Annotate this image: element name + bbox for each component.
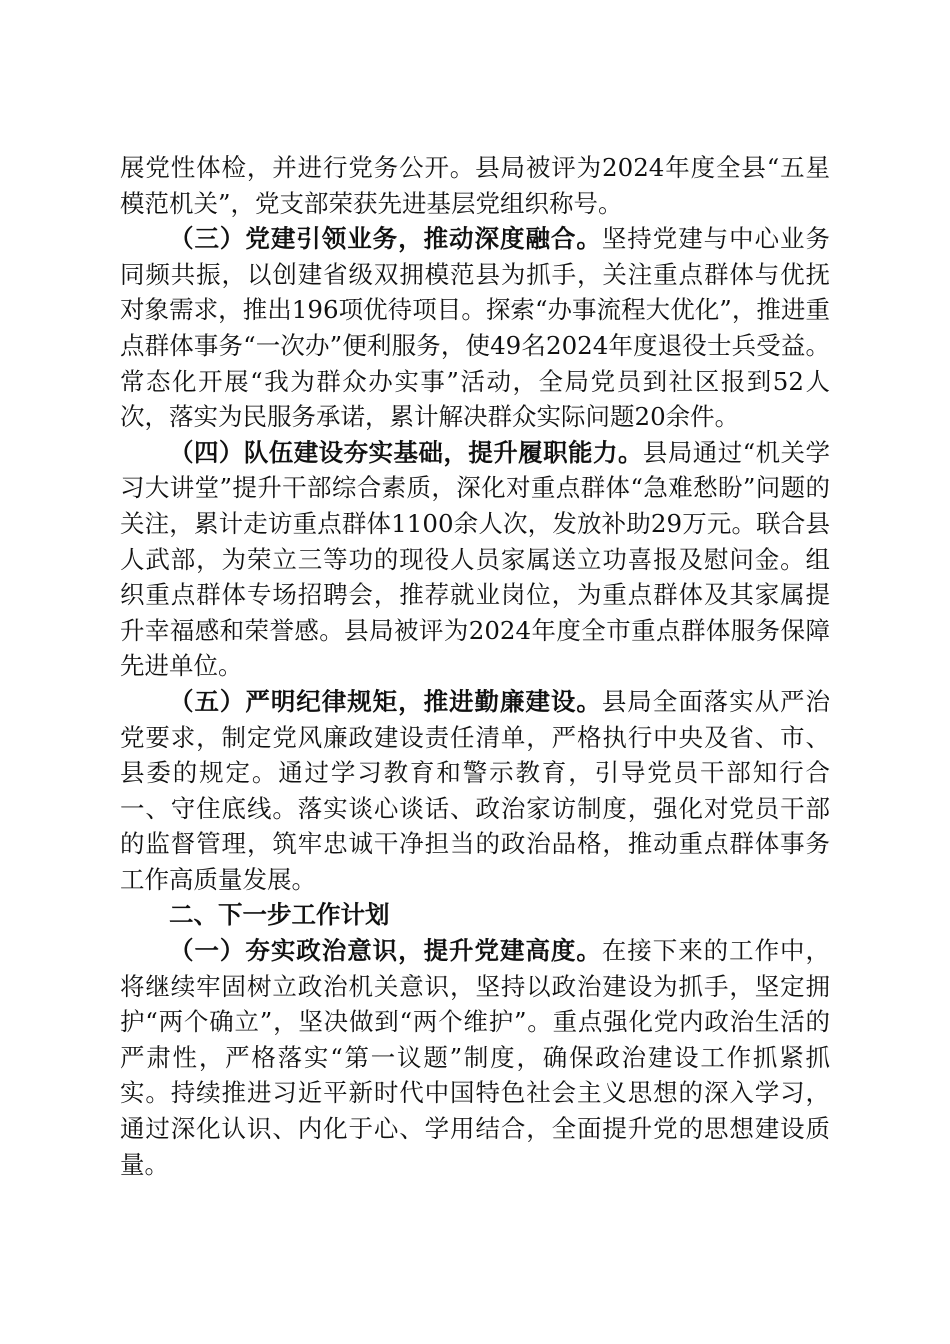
paragraph-text: 在接下来的工作中，将继续牢固树立政治机关意识，坚持以政治建设为抓手，坚定拥护“两个确立”，坚决做到“两个维护”。重点强化党内政治生活的严肃性，严格落实“第一议题”制度，确保政治建设工作抓紧抓实。持续推进习近平新时代中国特色社会主义思想的深入学习，通过深化认识、内化于心、学用结合，全面提升党的思想建设质量。 — [120, 936, 831, 1179]
paragraph-lead-heading: （四）队伍建设夯实基础，提升履职能力。 — [169, 437, 643, 467]
document-page — [120, 150, 830, 1182]
paragraph-lead-heading: （三）党建引领业务，推动深度融合。 — [169, 224, 602, 254]
paragraph-party-leads-business — [120, 221, 830, 435]
paragraph-lead-heading: （一）夯实政治意识，提升党建高度。 — [169, 936, 602, 966]
paragraph-text: 坚持党建与中心业务同频共振，以创建省级双拥模范县为抓手，关注重点群体与优抚对象需求，推出196项优待项目。探索“办事流程大优化”，推进重点群体事务“一次办”便利服务，使49名2024年度退役士兵受益。常态化开展“我为群众办实事”活动，全局党员到社区报到52人次，落实为民服务承诺，累计解决群众实际问题20余件。 — [120, 224, 831, 432]
paragraph-lead-heading: （五）严明纪律规矩，推进勤廉建设。 — [169, 686, 602, 716]
paragraph-discipline — [120, 684, 830, 898]
section-heading-next-plan: 二、下一步工作计划 — [169, 900, 390, 930]
paragraph-text: 县局通过“机关学习大讲堂”提升干部综合素质，深化对重点群体“急难愁盼”问题的关注，累计走访重点群体1100余人次，发放补助29万元。联合县人武部，为荣立三等功的现役人员家属送立功喜报及慰问金。组织重点群体专场招聘会，推荐就业岗位，为重点群体及其家属提升幸福感和荣誉感。县局被评为2024年度全市重点群体服务保障先进单位。 — [120, 437, 831, 681]
paragraph-text: 展党性体检，并进行党务公开。县局被评为2024年度全县“五星模范机关”，党支部荣获先进基层党组织称号。 — [120, 153, 830, 218]
paragraph-text: 县局全面落实从严治党要求，制定党风廉政建设责任清单，严格执行中央及省、市、县委的规定。通过学习教育和警示教育，引导党员干部知行合一、守住底线。落实谈心谈话、政治家访制度，强化对党员干部的监督管理，筑牢忠诚干净担当的政治品格，推动重点群体事务工作高质量发展。 — [120, 686, 831, 894]
paragraph-party-spirit-check — [120, 150, 830, 221]
paragraph-team-building — [120, 435, 830, 684]
paragraph-political-awareness — [120, 933, 830, 1182]
